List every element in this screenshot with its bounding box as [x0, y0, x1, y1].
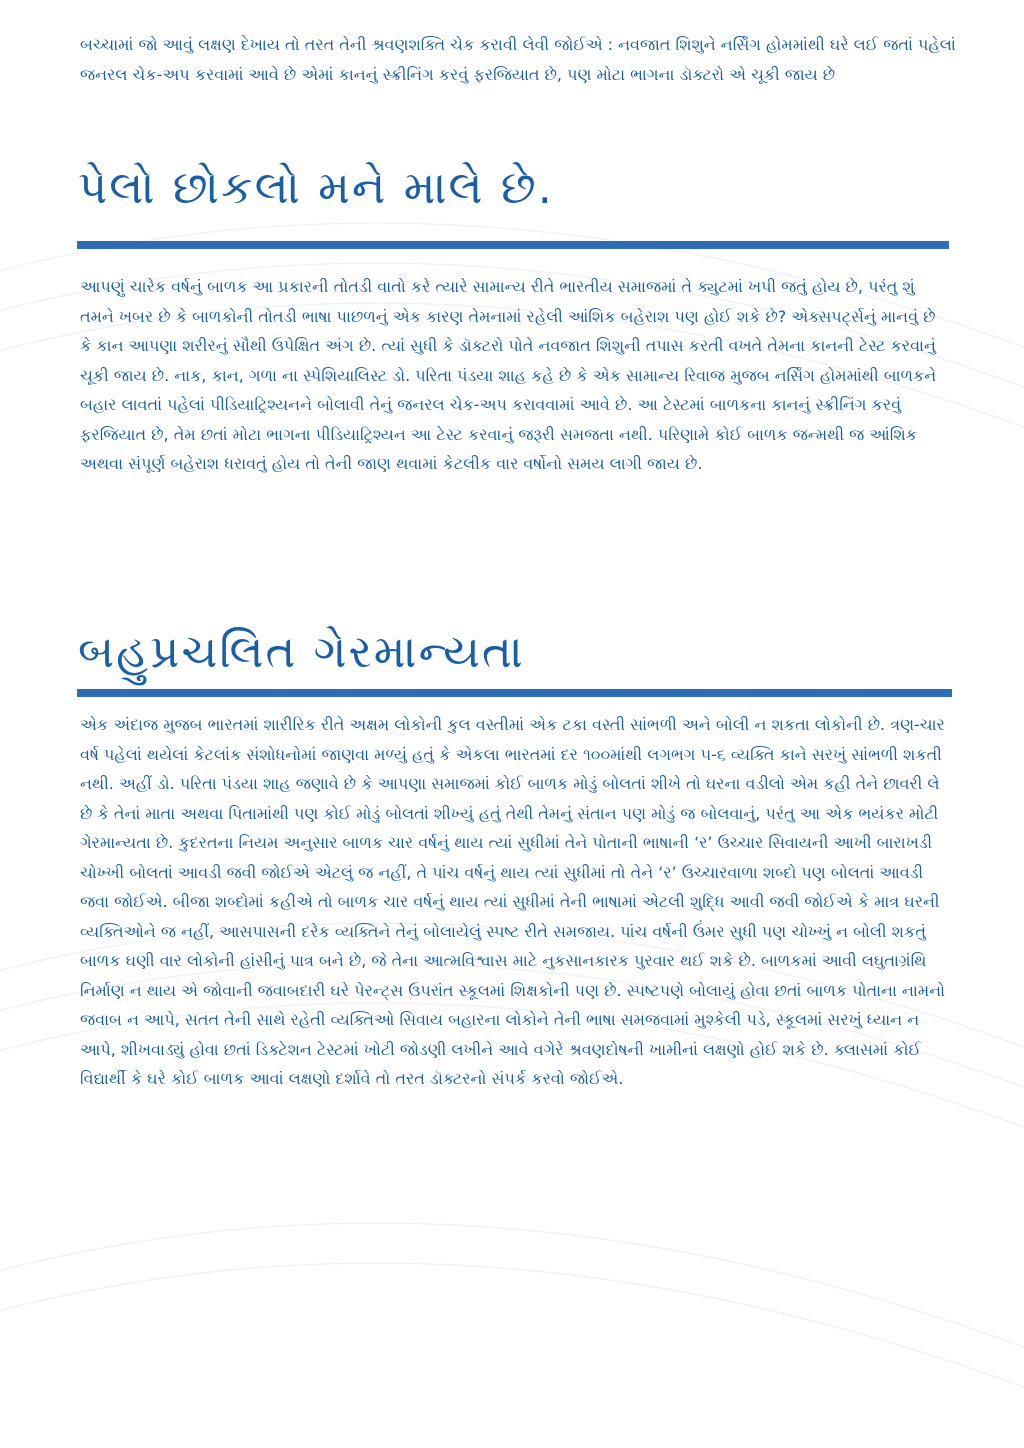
intro-text: બચ્ચામાં જો આવું લક્ષણ દેખાય તો તરત તેની શ્રવણશક્તિ ચેક કરાવી લેવી જોઈએ : નવજાત શિશુને નર્સિંગ હોમમાંથી ઘરે લઈ જતાં પહેલાં જનરલ ચેક-અપ કરવામાં આવે છે એમાં કાનનું સ્ક્રીનિંગ કરવું ફરજિયાત છે, પણ મોટા ભાગના ડૉક્ટરો એ ચૂકી જાય છે [80, 35, 956, 84]
title-divider [77, 241, 949, 249]
section-divider [77, 689, 952, 697]
article-paragraph: એક અંદાજ મુજબ ભારતમાં શારીરિક રીતે અક્ષમ લોકોની કુલ વસ્તીમાં એક ટકા વસ્તી સાંભળી અને બોલી ન શકતા લોકોની છે. ત્રણ-ચાર વર્ષ પહેલાં થયેલાં કેટલાંક સંશોધનોમાં જાણવા મળ્યું હતું કે એકલા ભારતમાં દર ૧૦૦માંથી લગભગ ૫-૬ વ્યક્તિ કાને સરખું સાંભળી શકતી નથી. અહીં ડો. પરિતા પંડયા શાહ જણાવે છે કે આપણા સમાજમાં કોઈ બાળક મોડું બોલતાં શીખે તો ઘરના વડીલો એમ કહી તેને છાવરી લે છે કે તેનાં માતા અથવા પિતામાંથી પણ કોઈ મોડું બોલતાં શીખ્યું હતું તેથી તેમનું સંતાન પણ મોડું જ બોલવાનું, પરંતુ આ એક ભયંકર મોટી ગેરમાન્યતા છે. કુદરતના નિયમ અનુસાર બાળક ચાર વર્ષનું થાય ત્યાં સુધીમાં તેને પોતાની ભાષાની ‘ર’ ઉચ્ચાર સિવાયની આખી બારાખડી ચોખ્ખી બોલતાં આવડી જવી જોઈએ એટલું જ નહીં, તે પાંચ વર્ષનું થાય ત્યાં સુધીમાં તો તેને ‘ર’ ઉચ્ચારવાળા શબ્દો પણ બોલતાં આવડી જવા જોઈએ. બીજા શબ્દોમાં કહીએ તો બાળક ચાર વર્ષનું થાય ત્યાં સુધીમાં તેની ભાષામાં એટલી શુદ્ધિ આવી જવી જોઈએ કે માત્ર ઘરની વ્યક્તિઓને જ નહીં, આસપાસની દરેક વ્યક્તિને તેનું બોલાયેલું સ્પષ્ટ રીતે સમજાય. પાંચ વર્ષની ઉંમર સુધી પણ ચોખ્ખું ન બોલી શકતું બાળક ઘણી વાર લોકોની હાંસીનું પાત્ર બને છે, જે તેના આત્મવિશ્વાસ માટે નુકસાનકારક પુરવાર થઈ શકે છે. બાળકમાં આવી લઘુતાગ્રંથિ નિર્માણ ન થાય એ જોવાની જવાબદારી ઘરે પેરન્ટ્સ ઉપરાંત સ્કૂલમાં શિક્ષકોની પણ છે. સ્પષ્ટપણે બોલાયું હોવા છતાં બાળક પોતાના નામનો જવાબ ન આપે, સતત તેની સાથે રહેતી વ્યક્તિઓ સિવાય બહારના લોકોને તેની ભાષા સમજવામાં મુશ્કેલી પડે, સ્કૂલમાં સરખું ધ્યાન ન આપે, શીખવાડ્યું હોવા છતાં ડિક્ટેશન ટેસ્ટમાં ખોટી જોડણી લખીને આવે વગેરે શ્રવણદોષની ખામીનાં લક્ષણો હોઈ શકે છે. ક્લાસમાં કોઈ વિદ્યાર્થી કે ઘરે કોઈ બાળક આવાં લક્ષણો દર્શાવે તો તરત ડૉક્ટરનો સંપર્ક કરવો જોઈએ. [80, 715, 946, 1088]
section-heading: બહુપ્રચલિત ગેરમાન્યતા [78, 625, 525, 678]
article-title: પેલો છોકલો મને માલે છે. [78, 161, 554, 214]
article-paragraph: આપણું ચારેક વર્ષનું બાળક આ પ્રકારની તોતડી વાતો કરે ત્યારે સામાન્ય રીતે ભારતીય સમાજમાં તે ક્યુટમાં ખપી જતું હોય છે, પરંતુ શું તમને ખબર છે કે બાળકોની તોતડી ભાષા પાછળનું એક કારણ તેમનામાં રહેલી આંશિક બહેરાશ પણ હોઈ શકે છે? એક્સપર્ટ્સનું માનવું છે કે કાન આપણા શરીરનું સૌથી ઉપેક્ષિત અંગ છે. ત્યાં સુધી કે ડૉક્ટરો પોતે નવજાત શિશુની તપાસ કરતી વખતે તેમના કાનની ટેસ્ટ કરવાનું ચૂકી જાય છે. નાક, કાન, ગળા ના સ્પેશિયાલિસ્ટ ડો. પરિતા પંડયા શાહ કહે છે કે એક સામાન્ય રિવાજ મુજબ નર્સિંગ હોમમાંથી બાળકને બહાર લાવતાં પહેલાં પીડિયાટ્રિશ્યનને બોલાવી તેનું જનરલ ચેક-અપ કરાવવામાં આવે છે. આ ટેસ્ટમાં બાળકના કાનનું સ્ક્રીનિંગ કરવું ફરજિયાત છે, તેમ છતાં મોટા ભાગના પીડિયાટ્રિશ્યન આ ટેસ્ટ કરવાનું જરૂરી સમજતા નથી. પરિણામે કોઈ બાળક જન્મથી જ આંશિક અથવા સંપૂર્ણ બહેરાશ ધરાવતું હોય તો તેની જાણ થવામાં કેટલીક વાર વર્ષોનો સમય લાગી જાય છે. [80, 277, 937, 473]
